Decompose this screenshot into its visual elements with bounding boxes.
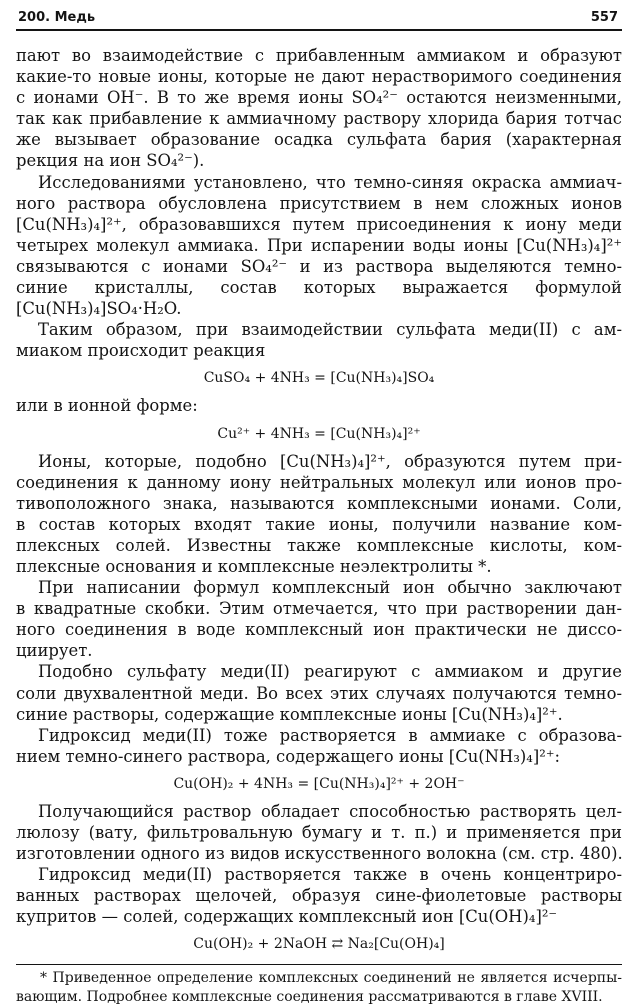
text-line: какие-то новые ионы, которые не дают нерастворимого соединения (16, 67, 622, 87)
text-line: [Cu(NH₃)₄]SO₄·H₂O. (16, 299, 182, 319)
equation: CuSO₄ + 4NH₃ = [Cu(NH₃)₄]SO₄ (203, 370, 435, 387)
text-line: синие кристаллы, состав которых выражается формулой (16, 278, 622, 298)
text-line: ного раствора обусловлена присутствием в нем сложных ионов (16, 193, 622, 213)
equation: Cu(OH)₂ + 2NaOH ⇄ Na₂[Cu(OH)₄] (193, 936, 445, 953)
text-line: плексных солей. Известны также комплексные кислоты, ком- (16, 535, 622, 555)
text-line: миаком происходит реакция (16, 341, 266, 361)
text-line: тивоположного знака, называются комплексными ионами. Соли, (16, 493, 622, 513)
equation: Cu²⁺ + 4NH₃ = [Cu(NH₃)₄]²⁺ (217, 425, 421, 442)
footnote-line: * Приведенное определение комплексных соединений не является исчерпы- (40, 970, 622, 987)
footnote-rule (16, 964, 622, 965)
text-line: в квадратные скобки. Этим отмечается, что при растворении дан- (16, 599, 622, 619)
text-line: же вызывает образование осадка сульфата бария (характерная (16, 130, 622, 150)
text-line: соединения к данному иону нейтральных молекул или ионов про- (16, 472, 622, 492)
text-line: Подобно сульфату меди(II) реагируют с аммиаком и другие (38, 662, 622, 682)
text-line: четырех молекул аммиака. При испарении воды ионы [Cu(NH₃)₄]²⁺ (16, 235, 622, 255)
text-line: люлозу (вату, фильтровальную бумагу и т. п.) и применяется при (16, 823, 622, 842)
text-line: с ионами OH⁻. В то же время ионы SO₄²⁻ остаются неизменными, (16, 88, 622, 108)
text-line: Таким образом, при взаимодействии сульфата меди(II) с ам- (38, 320, 622, 340)
text-line: или в ионной форме: (16, 396, 198, 416)
page-number: 557 (590, 10, 618, 25)
text-line: Гидроксид меди(II) растворяется также в очень концентриро- (38, 865, 622, 885)
text-line: ванных растворах щелочей, образуя сине-фиолетовые растворы (16, 886, 622, 906)
text-line: плексные основания и комплексные неэлектролиты *. (16, 556, 492, 576)
running-header (16, 10, 622, 31)
text-line: соли двухвалентной меди. Во всех этих случаях получаются темно- (16, 683, 622, 703)
equation: Cu(OH)₂ + 4NH₃ = [Cu(NH₃)₄]²⁺ + 2OH⁻ (173, 775, 465, 792)
text-line: в состав которых входят такие ионы, получили название ком- (16, 514, 622, 534)
text-line: При написании формул комплексный ион обычно заключают (38, 578, 622, 598)
text-line: синие растворы, содержащие комплексные ионы [Cu(NH₃)₄]²⁺. (16, 704, 563, 724)
text-line: изготовлении одного из видов искусственного волокна (см. стр. 480). (16, 844, 623, 864)
footnote (16, 969, 622, 1007)
text-line: пают во взаимодействие с прибавленным аммиаком и образуют (16, 46, 622, 65)
text-line: так как прибавление к аммиачному раствору хлорида бария тотчас (16, 109, 622, 129)
text-line: Исследованиями установлено, что темно-синяя окраска аммиач- (38, 172, 622, 192)
text-line: связываются с ионами SO₄²⁻ и из раствора выделяются темно- (16, 256, 622, 276)
text-line: Ионы, которые, подобно [Cu(NH₃)₄]²⁺, образуются путем при- (38, 451, 622, 471)
section-title: 200. Медь (18, 10, 96, 25)
text-line: нием темно-синего раствора, содержащего ионы [Cu(NH₃)₄]²⁺: (16, 746, 560, 766)
text-line: ного соединения в воде комплексный ион практически не диссо- (16, 620, 622, 640)
text-line: [Cu(NH₃)₄]²⁺, образовавшихся путем присоединения к иону меди (16, 214, 622, 234)
text-line: Получающийся раствор обладает способностью растворять цел- (38, 801, 622, 821)
text-line: циирует. (16, 641, 93, 661)
footnote-line: вающим. Подробнее комплексные соединения рассматриваются в главе XVIII. (16, 989, 603, 1006)
text-line: купритов — солей, содержащих комплексный ион [Cu(OH)₄]²⁻ (16, 907, 558, 927)
text-line: Гидроксид меди(II) тоже растворяется в аммиаке с образова- (38, 725, 622, 745)
page-body (16, 45, 622, 955)
text-line: рекция на ион SO₄²⁻). (16, 151, 205, 171)
